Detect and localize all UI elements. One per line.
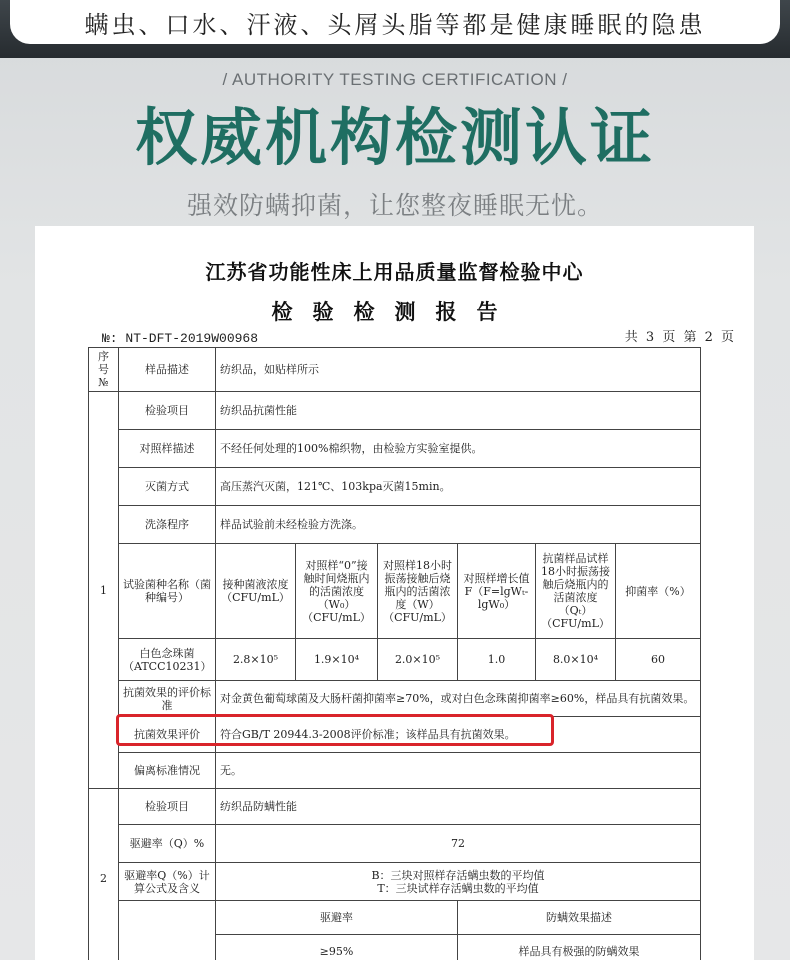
english-subheading: / AUTHORITY TESTING CERTIFICATION / [222, 70, 568, 89]
control-value: 不经任何处理的100%棉织物，由检验方实验室提供。 [216, 430, 701, 468]
deviation-value: 无。 [216, 753, 701, 789]
test-item-value: 纺织品防螨性能 [216, 789, 701, 825]
testing-center-name: 江苏省功能性床上用品质量监督检验中心 [205, 260, 584, 284]
table-row [89, 681, 701, 717]
table-row [89, 825, 701, 863]
table-row [89, 544, 701, 639]
strain-name: 白色念珠菌（ATCC10231） [119, 639, 216, 681]
criteria-value: 对金黄色葡萄球菌及大肠杆菌抑菌率≥70%，或对白色念珠菌抑菌率≥60%，样品具有抗菌效果。 [216, 681, 701, 717]
effect-col-header: 防螨效果描述 [458, 901, 701, 935]
table-row [89, 901, 701, 935]
repellency-label: 驱避率（Q）% [119, 825, 216, 863]
test-item-value: 纺织品抗菌性能 [216, 392, 701, 430]
table-row [89, 468, 701, 506]
strain-value: 2.8×10⁵ [216, 639, 296, 681]
page-number: 共 3 页 第 2 页 [624, 330, 736, 345]
table-row [89, 863, 701, 901]
strain-header: 试验菌种名称（菌种编号） [119, 544, 216, 639]
evaluation-label: 抗菌效果评价 [119, 717, 216, 753]
washing-label: 洗涤程序 [119, 506, 216, 544]
washing-value: 样品试验前未经检验方洗涤。 [216, 506, 701, 544]
report-number: №: NT-DFT-2019W00968 [102, 331, 259, 346]
sterilization-label: 灭菌方式 [119, 468, 216, 506]
repellency-value: 72 [216, 825, 701, 863]
table-row [89, 430, 701, 468]
table-row [89, 506, 701, 544]
table-row [89, 392, 701, 430]
sub-header: 对照样增长值F（F=lgWₜ-lgW₀） [458, 544, 536, 639]
formula-label: 驱避率Q（%）计算公式及含义 [119, 863, 216, 901]
table-row [89, 639, 701, 681]
table-row [89, 789, 701, 825]
control-label: 对照样描述 [119, 430, 216, 468]
page-title: 权威机构检测认证 [134, 101, 655, 174]
seq-header: 序号 № [89, 348, 119, 392]
sub-header: 接种菌液浓度（CFU/mL） [216, 544, 296, 639]
section-number: 2 [89, 789, 119, 960]
test-item-label: 检验项目 [119, 392, 216, 430]
strain-value: 60 [616, 639, 701, 681]
repellency-threshold: ≥95% [216, 935, 458, 960]
sterilization-value: 高压蒸汽灭菌，121℃、103kpa灭菌15min。 [216, 468, 701, 506]
top-banner [0, 0, 790, 58]
evaluation-highlight-box [116, 714, 554, 746]
effect-description: 样品具有极强的防螨效果 [458, 935, 701, 960]
strain-value: 8.0×10⁴ [536, 639, 616, 681]
criteria-label: 抗菌效果的评价标准 [119, 681, 216, 717]
sample-desc-label: 样品描述 [119, 348, 216, 392]
strain-value: 1.9×10⁴ [296, 639, 378, 681]
sample-desc-value: 纺织品，如贴样所示 [216, 348, 701, 392]
report-title: 检验检测报告 [271, 299, 518, 324]
banner-text: 螨虫、口水、汗液、头屑头脂等都是健康睡眠的隐患 [10, 0, 780, 44]
section-number: 1 [89, 392, 119, 789]
evaluation-value: 符合GB/T 20944.3-2008评价标准；该样品具有抗菌效果。 [216, 717, 701, 753]
test-item-label: 检验项目 [119, 789, 216, 825]
report-document [35, 226, 754, 960]
report-table [88, 347, 701, 960]
formula-value [216, 863, 701, 901]
empty-cell [119, 901, 216, 960]
table-row [89, 348, 701, 392]
deviation-label: 偏离标准情况 [119, 753, 216, 789]
formula-b: B：三块对照样存活螨虫数的平均值 [371, 868, 545, 882]
sub-header: 对照样“0”接触时间烧瓶内的活菌浓度（W₀）（CFU/mL） [296, 544, 378, 639]
sub-header: 抗菌样品试样18小时振荡接触后烧瓶内的活菌浓度（Qₜ）（CFU/mL） [536, 544, 616, 639]
repellency-col-header: 驱避率 [216, 901, 458, 935]
table-row [89, 753, 701, 789]
strain-value: 2.0×10⁵ [378, 639, 458, 681]
formula-t: T：三块试样存活螨虫数的平均值 [377, 881, 539, 895]
sub-header: 抑菌率（%） [616, 544, 701, 639]
page-subtitle: 强效防螨抑菌，让您整夜睡眠无忧。 [186, 191, 603, 220]
strain-value: 1.0 [458, 639, 536, 681]
sub-header: 对照样18小时振荡接触后烧瓶内的活菌浓度（W）（CFU/mL） [378, 544, 458, 639]
